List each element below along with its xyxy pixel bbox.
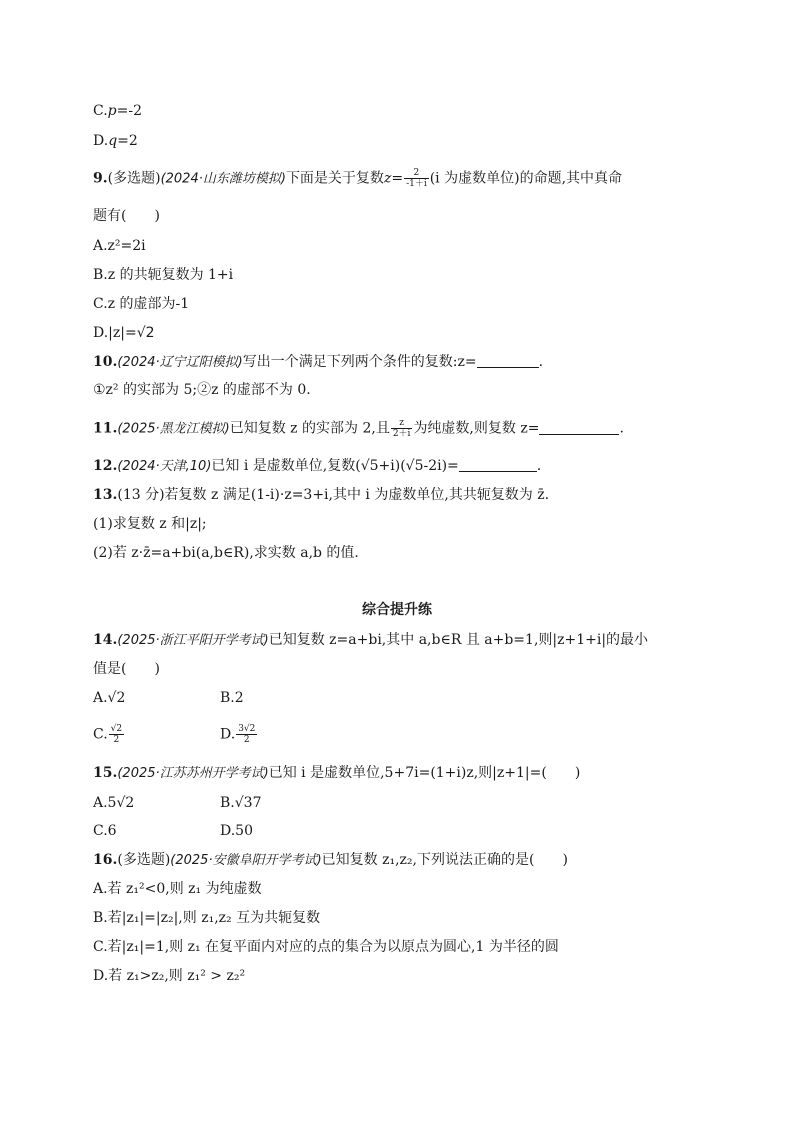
q10-source: (2024·辽宁辽阳模拟) <box>117 355 243 370</box>
section-title: 综合提升练 <box>362 602 432 618</box>
q9-stem-line2: 题有( ) <box>93 208 160 224</box>
q15-option-b: B.√37 <box>220 795 262 811</box>
q14-stem: 14.(2025·浙江平阳开学考试)已知复数 z=a+bi,其中 a,b∈R 且 a+b=1,则|z+1+i|的最小 <box>93 632 649 648</box>
q16-tag: (多选题) <box>117 852 171 868</box>
q11-stem: 11.(2025·黑龙江模拟)已知复数 z 的实部为 2,且 $\frac{z}{2+i}$ 为纯虚数,则复数 z= . <box>93 418 624 439</box>
q9-number: 9. <box>93 170 108 187</box>
q14-option-a: A.√2 <box>93 690 126 706</box>
q14-stem-line2: 值是( ) <box>93 661 160 677</box>
q16-option-a: A.若 z₁²<0,则 z₁ 为纯虚数 <box>93 881 262 897</box>
q12-source: (2024·天津,10) <box>117 459 212 474</box>
q11-number: 11. <box>93 420 118 437</box>
q16-option-c: C.若|z₁|=1,则 z₁ 在复平面内对应的点的集合为以原点为圆心,1 为半径的圆 <box>93 939 559 955</box>
q9-stem: 9.(多选题)(2024·山东潍坊模拟)下面是关于复数z= $\frac{2}{-1+i}$ (i 为虚数单位)的命题,其中真命 <box>93 168 623 189</box>
q8-option-d: D.q=2 <box>93 133 138 149</box>
q13-stem: 13.(13 分)若复数 z 满足(1-i)·z=3+i,其中 i 为虚数单位,其共轭复数为 z̄. <box>93 487 550 503</box>
q16-source: (2025·安徽阜阳开学考试) <box>170 853 322 868</box>
q15-source: (2025·江苏苏州开学考试) <box>117 766 269 781</box>
q15-option-d: D.50 <box>220 823 253 839</box>
q15-option-a: A.5√2 <box>93 795 135 811</box>
q15-option-c: C.6 <box>93 823 117 839</box>
q10-conditions: ①z² 的实部为 5;②z 的虚部不为 0. <box>93 382 311 398</box>
q10-answer-blank[interactable] <box>477 353 539 368</box>
q13-part-1: (1)求复数 z 和|z|; <box>93 516 207 532</box>
q13-part-2: (2)若 z·z̄=a+bi(a,b∈R),求实数 a,b 的值. <box>93 545 359 561</box>
q9-source: (2024·山东潍坊模拟) <box>160 171 286 187</box>
q16-option-b: B.若|z₁|=|z₂|,则 z₁,z₂ 互为共轭复数 <box>93 910 321 926</box>
q8-option-c: C.p=-2 <box>93 103 143 119</box>
q12-stem: 12.(2024·天津,10)已知 i 是虚数单位,复数(√5+i)(√5-2i)= . <box>93 458 542 474</box>
q9-tag: (多选题) <box>107 170 161 187</box>
q11-answer-blank[interactable] <box>539 420 619 435</box>
q9-fraction: $\frac{2}{-1+i}$ <box>406 168 427 189</box>
q14-option-d: D. $\frac{3√2}{2}$ <box>220 724 256 745</box>
q12-number: 12. <box>93 458 118 474</box>
q14-option-c: C. $\frac{√2}{2}$ <box>93 724 123 745</box>
q9-option-b: B.z 的共轭复数为 1+i <box>93 267 234 283</box>
q14-number: 14. <box>93 632 118 648</box>
q10-number: 10. <box>93 354 118 370</box>
q14-source: (2025·浙江平阳开学考试) <box>117 633 269 648</box>
q16-stem: 16.(多选题)(2025·安徽阜阳开学考试)已知复数 z₁,z₂,下列说法正确的是( ) <box>93 852 568 868</box>
q9-option-d: D.|z|=√2 <box>93 325 155 341</box>
q16-number: 16. <box>93 852 118 868</box>
q14-option-b: B.2 <box>220 690 244 706</box>
q9-option-a: A.z²=2i <box>93 238 146 254</box>
q15-number: 15. <box>93 765 118 781</box>
q10-stem: 10.(2024·辽宁辽阳模拟)写出一个满足下列两个条件的复数:z= . <box>93 354 544 370</box>
q15-stem: 15.(2025·江苏苏州开学考试)已知 i 是虚数单位,5+7i=(1+i)z,则|z+1|=( ) <box>93 765 581 781</box>
q12-answer-blank[interactable] <box>459 457 537 472</box>
q11-fraction: $\frac{z}{2+i}$ <box>392 418 411 439</box>
q13-number: 13. <box>93 487 118 503</box>
q16-option-d: D.若 z₁>z₂,则 z₁² > z₂² <box>93 968 246 984</box>
q9-option-c: C.z 的虚部为-1 <box>93 296 190 312</box>
q11-source: (2025·黑龙江模拟) <box>117 421 230 437</box>
